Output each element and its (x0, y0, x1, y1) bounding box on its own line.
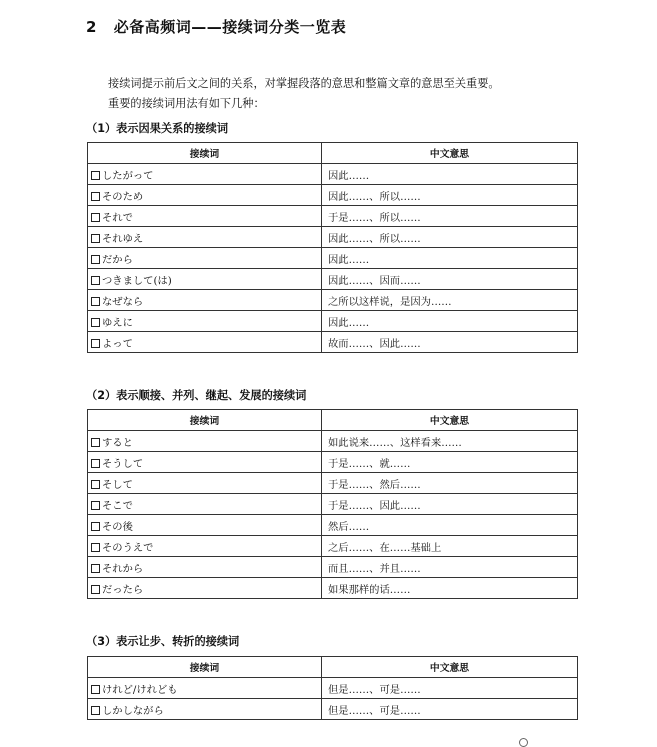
checkbox-icon (91, 706, 100, 715)
meaning-cell: 故而……、因此…… (322, 332, 578, 353)
chapter-title: 必备高频词——接续词分类一览表 (113, 18, 347, 36)
word-cell: だったら (102, 583, 144, 596)
section-2-table (87, 409, 578, 599)
table-row (88, 164, 578, 185)
word-cell: そのため (102, 190, 144, 203)
section-3-title: （3）表示让步、转折的接续词 (86, 635, 240, 648)
checkbox-icon (91, 318, 100, 327)
meaning-cell: 但是……、可是…… (322, 699, 578, 720)
meaning-cell: 因此……、因而…… (322, 269, 578, 290)
word-cell: なぜなら (102, 295, 144, 308)
meaning-cell: 于是……、所以…… (322, 206, 578, 227)
header-word: 接续词 (88, 657, 322, 678)
meaning-cell: 如果那样的话…… (322, 578, 578, 599)
word-cell: そこで (102, 499, 133, 512)
meaning-cell: 之后……、在……基础上 (322, 536, 578, 557)
meaning-cell: 之所以这样说，是因为…… (322, 290, 578, 311)
section-3-table (87, 656, 578, 720)
word-cell: そして (102, 478, 133, 491)
table-header-row (88, 657, 578, 678)
meaning-cell: 但是……、可是…… (322, 678, 578, 699)
table-row (88, 494, 578, 515)
word-cell: その後 (102, 520, 133, 533)
word-cell: それで (102, 211, 133, 224)
table-row (88, 699, 578, 720)
word-cell: よって (102, 337, 133, 350)
meaning-cell: 因此…… (322, 311, 578, 332)
meaning-cell: 然后…… (322, 515, 578, 536)
checkbox-icon (91, 685, 100, 694)
word-cell: しかしながら (102, 704, 164, 717)
section-1-title: （1）表示因果关系的接续词 (86, 122, 229, 135)
table-row (88, 678, 578, 699)
intro-line-1: 接续词提示前后文之间的关系，对掌握段落的意思和整篇文章的意思至关重要。 (108, 77, 500, 90)
word-cell: そうして (102, 457, 144, 470)
meaning-cell: 因此……、所以…… (322, 185, 578, 206)
header-word: 接续词 (88, 143, 322, 164)
checkbox-icon (91, 564, 100, 573)
checkbox-icon (91, 171, 100, 180)
meaning-cell: 而且……、并且…… (322, 557, 578, 578)
intro-line-2: 重要的接续词用法有如下几种： (108, 97, 265, 110)
table-row (88, 536, 578, 557)
checkbox-icon (91, 585, 100, 594)
checkbox-icon (91, 459, 100, 468)
table-row (88, 269, 578, 290)
table-row (88, 332, 578, 353)
chapter-heading (86, 16, 346, 37)
checkbox-icon (91, 339, 100, 348)
meaning-cell: 因此……、所以…… (322, 227, 578, 248)
section-2-title: （2）表示顺接、并列、继起、发展的接续词 (86, 389, 307, 402)
table-row (88, 185, 578, 206)
chapter-number: 2 (86, 18, 97, 36)
word-cell: けれど/けれども (102, 683, 178, 696)
checkbox-icon (91, 480, 100, 489)
meaning-cell: 于是……、然后…… (322, 473, 578, 494)
word-cell: それから (102, 562, 144, 575)
checkbox-icon (91, 192, 100, 201)
checkbox-icon (91, 501, 100, 510)
word-cell: だから (102, 253, 133, 266)
word-cell: そのうえで (102, 541, 154, 554)
word-cell: それゆえ (102, 232, 144, 245)
meaning-cell: 如此说来……、这样看来…… (322, 431, 578, 452)
table-row (88, 431, 578, 452)
header-meaning: 中文意思 (322, 657, 578, 678)
checkbox-icon (91, 213, 100, 222)
header-word: 接续词 (88, 410, 322, 431)
table-row (88, 311, 578, 332)
meaning-cell: 因此…… (322, 164, 578, 185)
checkbox-icon (91, 438, 100, 447)
section-1-table (87, 142, 578, 353)
checkbox-icon (91, 522, 100, 531)
meaning-cell: 于是……、因此…… (322, 494, 578, 515)
table-row (88, 473, 578, 494)
table-header-row (88, 410, 578, 431)
checkbox-icon (91, 234, 100, 243)
table-row (88, 557, 578, 578)
meaning-cell: 于是……、就…… (322, 452, 578, 473)
table-row (88, 206, 578, 227)
table-row (88, 290, 578, 311)
word-cell: したがって (102, 169, 154, 182)
checkbox-icon (91, 276, 100, 285)
table-row (88, 227, 578, 248)
meaning-cell: 因此…… (322, 248, 578, 269)
checkbox-icon (91, 255, 100, 264)
header-meaning: 中文意思 (322, 143, 578, 164)
table-row (88, 452, 578, 473)
table-row (88, 248, 578, 269)
table-header-row (88, 143, 578, 164)
table-row (88, 515, 578, 536)
word-cell: ゆえに (102, 316, 133, 329)
checkbox-icon (91, 297, 100, 306)
word-cell: つきまして(は) (102, 274, 172, 287)
page-corner-mark (519, 738, 528, 747)
table-row (88, 578, 578, 599)
word-cell: すると (102, 436, 133, 449)
checkbox-icon (91, 543, 100, 552)
header-meaning: 中文意思 (322, 410, 578, 431)
